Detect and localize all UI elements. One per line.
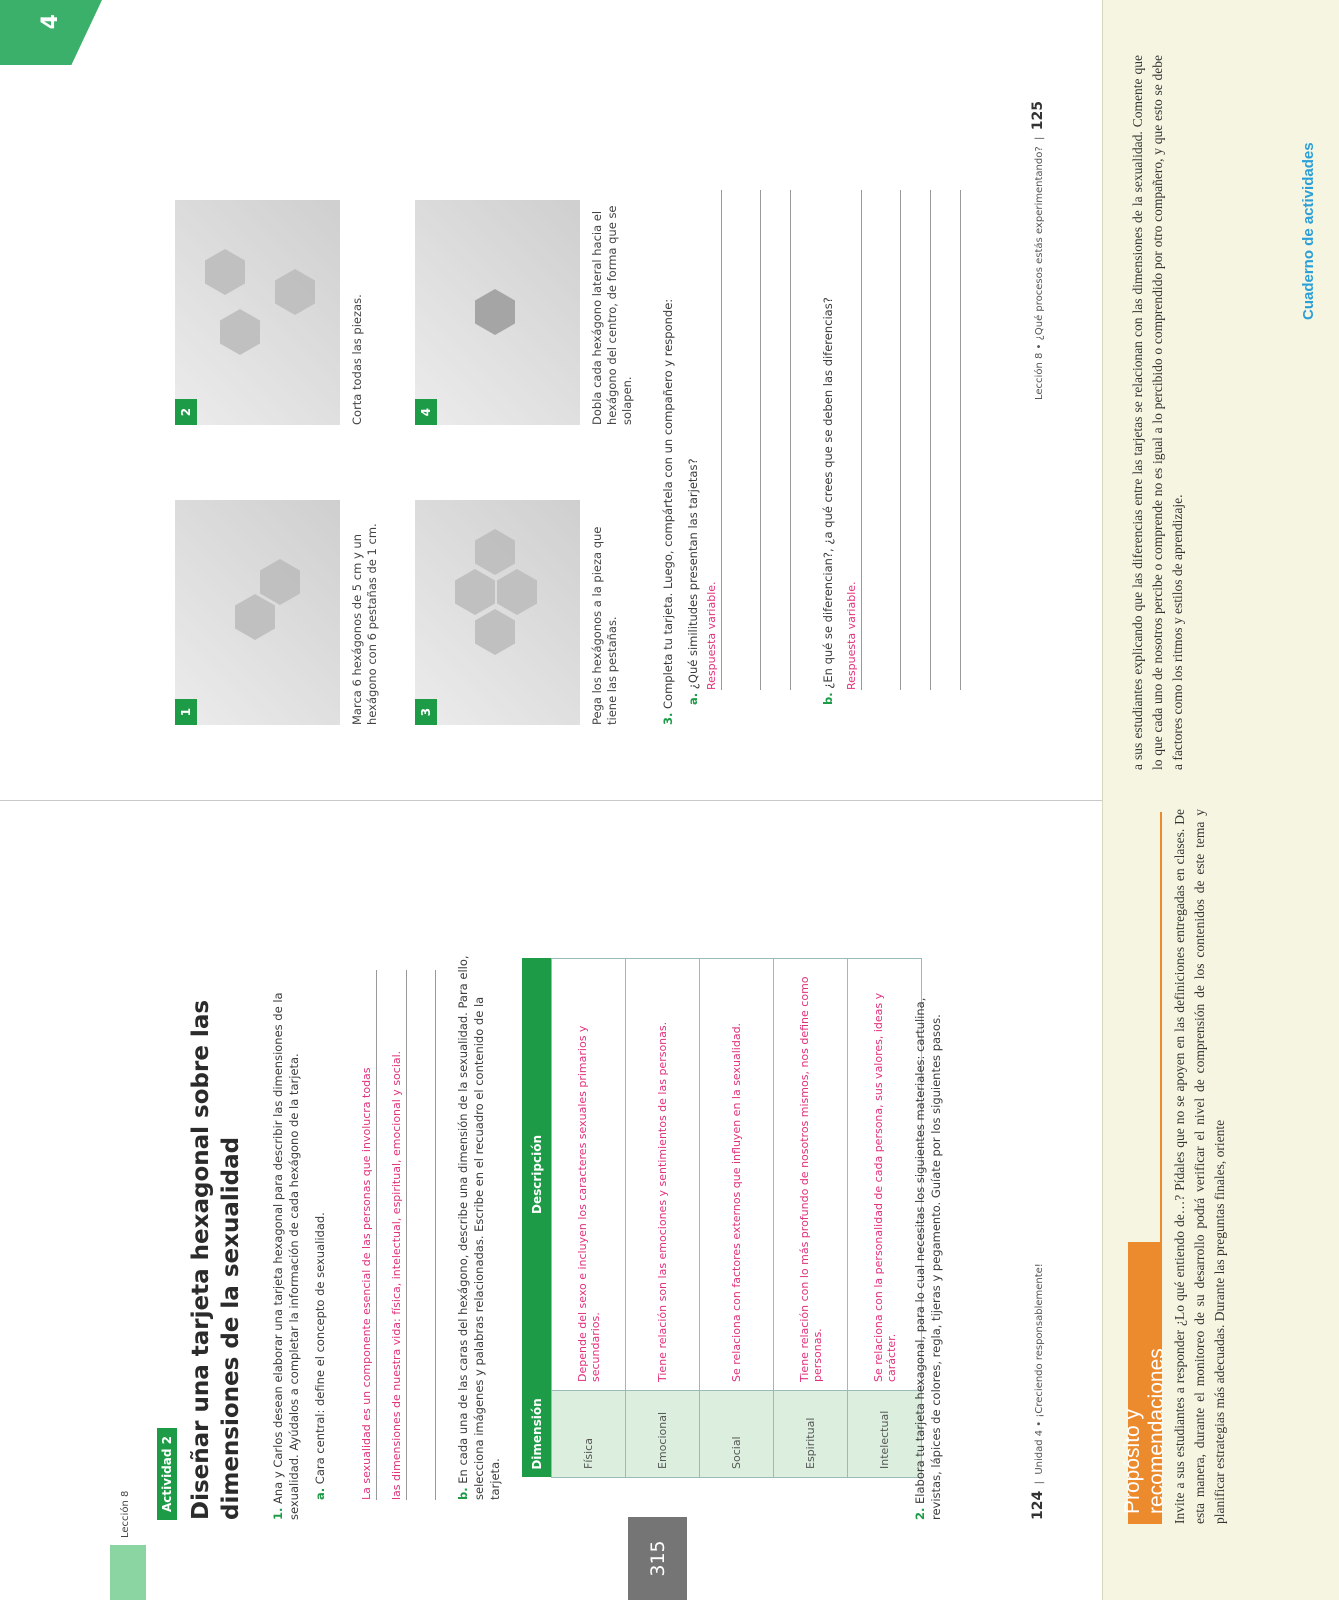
right-page: [0, 0, 1102, 800]
step-3-photo: [415, 500, 580, 725]
hexagon-shape: [475, 609, 515, 655]
question-3b: [820, 165, 836, 705]
hexagon-shape: [275, 269, 315, 315]
chapter-number: 4: [38, 14, 63, 30]
table-row: [700, 959, 774, 1478]
step-2-photo: [175, 200, 340, 425]
answer-3a: Respuesta variable.: [705, 190, 722, 690]
activity-title: Diseñar una tarjeta hexagonal sobre las dimensiones de la sexualidad: [188, 999, 244, 1520]
answer-line-1: La sexualidad es un componente esencial de las personas que involucra todas: [360, 970, 377, 1500]
lesson-tab: [110, 1545, 146, 1600]
dimension-cell: Espiritual: [774, 1391, 848, 1478]
hexagon-shape: [235, 594, 275, 640]
step-4-caption: Dobla cada hexágono lateral hacia el hexágono del centro, de forma que se solapen.: [590, 205, 634, 425]
answer-rule: [435, 970, 436, 1500]
question-3a-text: ¿Qué similitudes presentan las tarjetas?: [686, 458, 700, 690]
question-2-text: Elabora tu tarjeta hexagonal, para lo cual necesitas los siguientes materiales: cartulina, revistas, lápices de colores, regla, tijeras y pegamento. Guíate por los siguientes pasos.: [913, 997, 943, 1520]
hexagon-shape: [205, 249, 245, 295]
hexagon-shape: [497, 569, 537, 615]
step-3-caption: Pega los hexágonos a la pieza que tiene las pestañas.: [590, 526, 619, 725]
right-page-number: 125: [1030, 101, 1046, 131]
dimension-cell: Física: [552, 1391, 626, 1478]
dimension-cell: Emocional: [626, 1391, 700, 1478]
hexagon-shape: [260, 559, 300, 605]
answer-rule: [930, 190, 931, 690]
question-1b-letter: b.: [456, 1487, 470, 1500]
question-1a: [312, 940, 328, 1500]
question-1-text: Ana y Carlos desean elaborar una tarjeta hexagonal para describir las dimensiones de la sexualidad. Ayúdalos a completar la información de cada hexágono de la tarjeta.: [271, 992, 301, 1520]
question-3: [660, 165, 676, 725]
hexagon-shape: [455, 569, 495, 615]
page-tag: 315: [628, 1517, 687, 1600]
description-cell: Tiene relación son las emociones y sentimientos de las personas.: [626, 959, 700, 1391]
question-1-number: 1.: [271, 1507, 285, 1520]
question-1: [270, 940, 302, 1520]
right-folio-text: Lección 8 • ¿Qué procesos estás experimentando?: [1034, 146, 1045, 400]
step-3-number: 3: [415, 699, 437, 725]
teacher-paragraph-left: Invite a sus estudiantes a responder ¿Lo qué entiendo de…? Pídales que no se apoyen en las definiciones entregadas en clases. De esta manera, durante el monitoreo de su desarrollo podrá verificar el nivel de comprensión de los contenidos de este tema y planificar estrategias más adecuadas. Durante las preguntas finales, oriente: [1172, 809, 1227, 1524]
banner-rule: [1160, 812, 1162, 1242]
left-folio: 124 | Unidad 4 • ¡Creciendo responsablemente!: [1030, 1263, 1046, 1520]
hexagon-shape: [220, 309, 260, 355]
question-3a-letter: a.: [686, 692, 700, 705]
chapter-tab: [0, 0, 102, 65]
hexagon-shape: [475, 529, 515, 575]
question-2-number: 2.: [913, 1507, 927, 1520]
left-folio-text: Unidad 4 • ¡Creciendo responsablemente!: [1034, 1263, 1045, 1475]
answer-3b: Respuesta variable.: [845, 190, 862, 690]
answer-rule: [760, 190, 761, 690]
question-3b-text: ¿En qué se diferencian?, ¿a qué crees que se deben las diferencias?: [821, 297, 835, 689]
dimensions-table: [522, 958, 922, 1478]
answer-rule: [900, 190, 901, 690]
purpose-banner: Propósito y recomendaciones: [1128, 1242, 1162, 1524]
question-1a-letter: a.: [313, 1487, 327, 1500]
question-2: [912, 950, 944, 1520]
gutter: [0, 800, 1102, 801]
question-1a-text: Cara central: define el concepto de sexualidad.: [313, 1212, 327, 1485]
right-folio: Lección 8 • ¿Qué procesos estás experimentando? | 125: [1030, 101, 1046, 400]
table-row: [552, 959, 626, 1478]
description-cell: Se relaciona con factores externos que influyen en la sexualidad.: [700, 959, 774, 1391]
step-4-number: 4: [415, 399, 437, 425]
step-2-number: 2: [175, 399, 197, 425]
step-1-number: 1: [175, 699, 197, 725]
description-cell: Depende del sexo e incluyen los caracteres sexuales primarios y secundarios.: [552, 959, 626, 1391]
table-header-description: Descripción: [522, 959, 552, 1391]
question-3b-letter: b.: [821, 692, 835, 705]
step-1-caption: Marca 6 hexágonos de 5 cm y un hexágono con 6 pestañas de 1 cm.: [350, 523, 379, 725]
step-4-photo: [415, 200, 580, 425]
answer-line-2: las dimensiones de nuestra vida: física, intelectual, espiritual, emocional y social.: [390, 970, 407, 1500]
hexagon-shape: [475, 289, 515, 335]
table-row: [626, 959, 700, 1478]
dimension-cell: Intelectual: [848, 1391, 922, 1478]
step-1-photo: [175, 500, 340, 725]
question-3-text: Completa tu tarjeta. Luego, compártela con un compañero y responde:: [661, 298, 675, 709]
step-2-caption: Corta todas las piezas.: [350, 294, 364, 425]
question-1b-text: En cada una de las caras del hexágono, describe una dimensión de la sexualidad. Para ello, selecciona imágenes y palabras relacionadas. Escribe en el recuadro el contenido de la tarjeta.: [456, 955, 502, 1500]
question-3a: [685, 165, 701, 705]
lesson-label: Lección 8: [120, 1490, 131, 1538]
workbook-link[interactable]: Cuaderno de actividades: [1300, 142, 1317, 320]
activity-badge: Actividad 2: [157, 1428, 177, 1520]
description-cell: Tiene relación con lo más profundo de nosotros mismos, nos define como personas.: [774, 959, 848, 1391]
left-page: [0, 800, 1102, 1600]
table-row: [848, 959, 922, 1478]
question-1b: [455, 955, 503, 1500]
description-cell: Se relaciona con la personalidad de cada persona, sus valores, ideas y carácter.: [848, 959, 922, 1391]
teacher-paragraph-right: a sus estudiantes explicando que las diferencias entre las tarjetas se relacionan con las dimensiones de la sexualidad. Comente que lo que cada uno de nosotros percibe o comprende no es igual a lo percibido o comprendido por otro compañero, y que esto se debe a factores como los ritmos y estilos de aprendizaje.: [1130, 55, 1185, 770]
table-header-dimension: Dimensión: [522, 1391, 552, 1478]
table-row: [774, 959, 848, 1478]
answer-rule: [790, 190, 791, 690]
left-page-number: 124: [1030, 1490, 1046, 1520]
answer-rule: [960, 190, 961, 690]
dimension-cell: Social: [700, 1391, 774, 1478]
question-3-number: 3.: [661, 712, 675, 725]
